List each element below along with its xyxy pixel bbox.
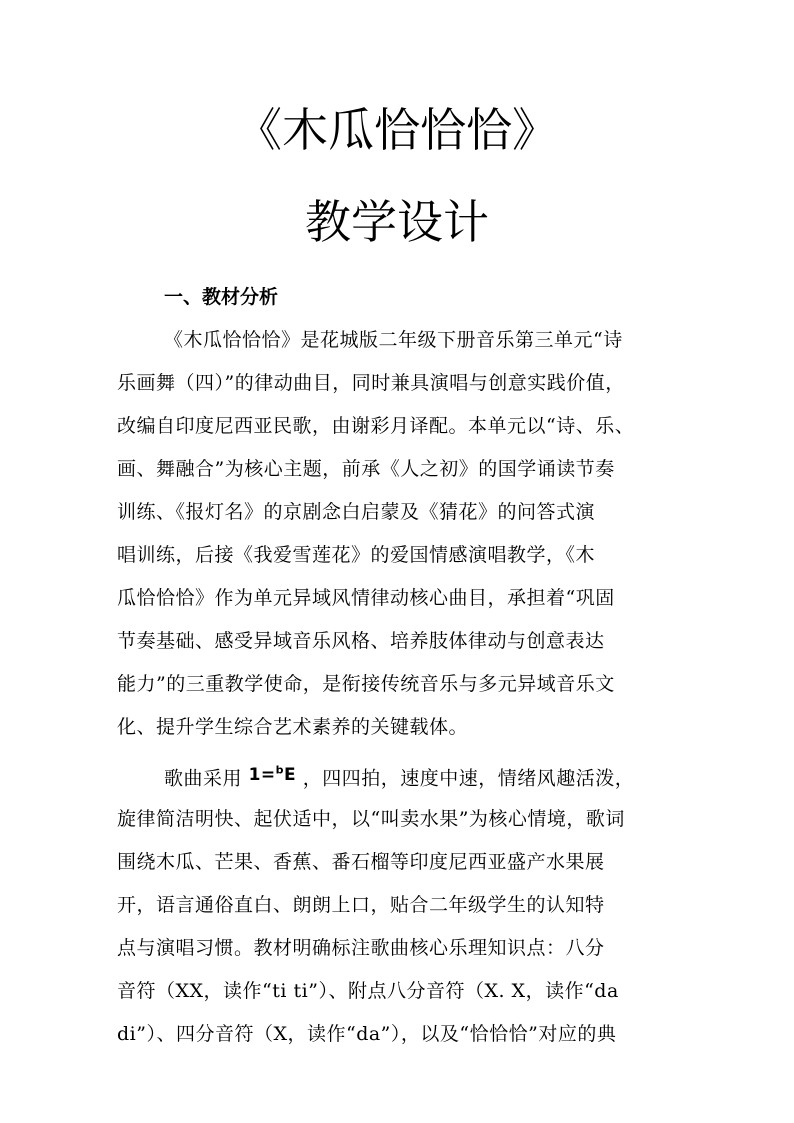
paragraph-line [164, 761, 677, 794]
document-title: 《木瓜恰恰恰》 [236, 103, 558, 157]
paragraph-line: 《木瓜恰恰恰》是花城版二年级下册音乐第三单元“诗 [164, 329, 623, 351]
flat-sign: b [275, 763, 285, 776]
paragraph-line: 音符（XX，读作“ti ti”）、附点八分音符（X. X，读作“da [117, 980, 619, 1002]
paragraph-line: 点与演唱习惯。教材明确标注歌曲核心乐理知识点：八分 [117, 937, 605, 959]
paragraph-line: 旋律简洁明快、起伏适中，以“叫卖水果”为核心情境，歌词 [117, 808, 625, 830]
paragraph-line: 瓜恰恰恰》作为单元异域风情律动核心曲目，承担着“巩固 [117, 587, 615, 609]
document-subtitle: 教学设计 [305, 195, 489, 249]
paragraph-line: 能力”的三重教学使命，是衔接传统音乐与多元异域音乐文 [117, 673, 615, 695]
key-signature: 1=$^b$E [248, 763, 297, 785]
paragraph-line: 围绕木瓜、芒果、香蕉、番石榴等印度尼西亚盛产水果展 [117, 851, 605, 873]
paragraph-line: 开，语言通俗直白、朗朗上口，贴合二年级学生的认知特 [117, 894, 605, 916]
paragraph-line: 节奏基础、感受异域音乐风格、培养肢体律动与创意表达 [117, 630, 605, 652]
paragraph-line: di”）、四分音符（X，读作“da”），以及“恰恰恰”对应的典 [117, 1023, 617, 1045]
paragraph-line: 乐画舞（四）”的律动曲目，同时兼具演唱与创意实践价值， [117, 372, 625, 394]
text-run: 歌曲采用 [164, 767, 243, 790]
text-run: ，四四拍，速度中速，情绪风趣活泼， [302, 767, 635, 790]
paragraph-line: 改编自印度尼西亚民歌，由谢彩月译配。本单元以“诗、乐、 [117, 415, 635, 437]
paragraph-line: 训练、《报灯名》的京剧念白启蒙及《猜花》的问答式演 [117, 501, 596, 523]
paragraph-line: 化、提升学生综合艺术素养的关键载体。 [117, 716, 469, 738]
section-heading: 一、教材分析 [164, 286, 279, 308]
paragraph-line: 唱训练，后接《我爱雪莲花》的爱国情感演唱教学，《木 [117, 544, 596, 566]
paragraph-line: 画、舞融合”为核心主题，前承《人之初》的国学诵读节奏 [117, 458, 615, 480]
